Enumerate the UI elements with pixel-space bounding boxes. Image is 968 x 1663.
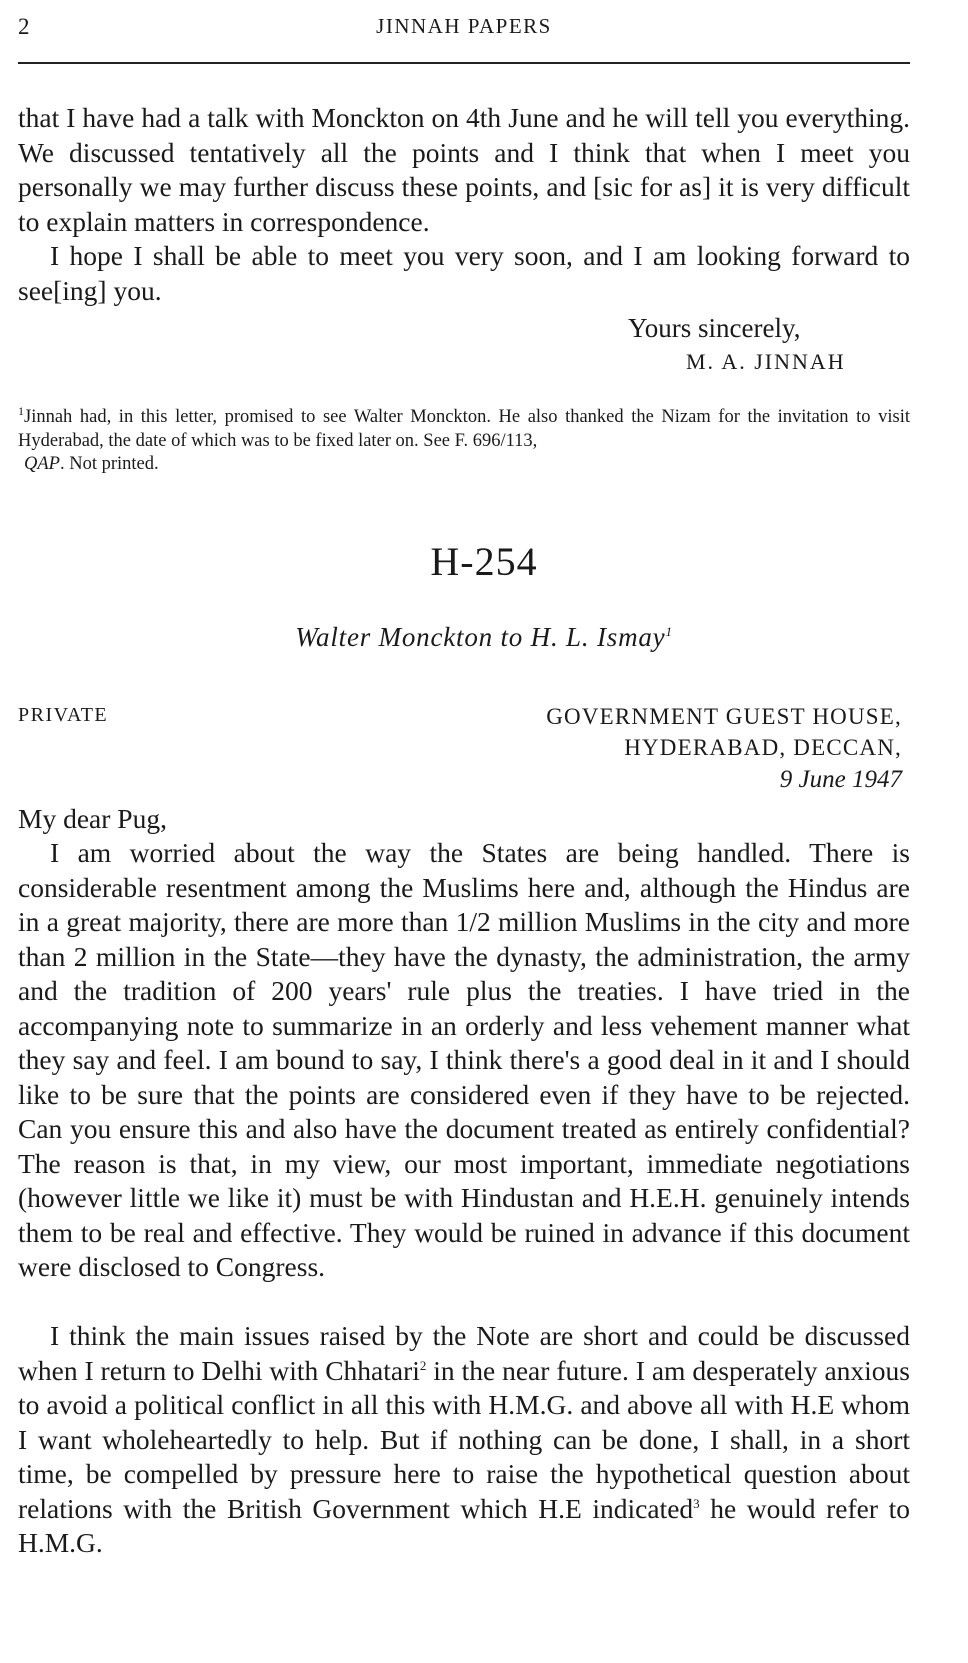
signature: M. A. JINNAH bbox=[686, 349, 846, 374]
footnote-marker: 1 bbox=[18, 403, 24, 418]
salutation: My dear Pug, bbox=[18, 803, 167, 834]
address-line-1: GOVERNMENT GUEST HOUSE, bbox=[546, 704, 902, 729]
footnote-tail: . Not printed. bbox=[59, 454, 159, 474]
footnote-marker-3: 3 bbox=[693, 1495, 700, 1511]
running-head: JINNAH PAPERS bbox=[376, 14, 552, 38]
classification: PRIVATE bbox=[18, 704, 109, 726]
footnote-text: Jinnah had, in this letter, promised to see Walter Monckton. He also thanked the Nizam for the invitation to visit Hyderabad, the date of which was to be fixed later on. See F. 696/113, bbox=[18, 407, 910, 451]
document-subtitle bbox=[0, 622, 968, 653]
page-header bbox=[18, 14, 910, 54]
subtitle-footnote-marker: 1 bbox=[665, 624, 673, 639]
header-rule bbox=[18, 62, 910, 64]
paragraph-2-text-b: in the near future. I am desperately anxious to avoid a political conflict in all this with H.M.G. and above all with H.E whom I want wholeheartedly to help. But if nothing can be done, I shall, in a short time, be compelled by pressure here to raise the hypothetical question about relations with the British Government which H.E indicated bbox=[18, 1354, 910, 1524]
footnote-source: QAP bbox=[24, 454, 60, 474]
paragraph-2-text-c: he would refer to H.M.G. bbox=[18, 1492, 910, 1558]
document-number: H-254 bbox=[430, 539, 538, 584]
prev-letter-paragraph-1: that I have had a talk with Monckton on 4th June and he will tell you everything. We discussed tentatively all the points and I think that when I meet you personally we may further discuss these points, and [sic for as] it is very difficult to explain matters in correspondence. bbox=[18, 102, 910, 237]
footnote-marker-2: 2 bbox=[419, 1357, 427, 1373]
footnote bbox=[18, 403, 910, 477]
address-line-2: HYDERABAD, DECCAN, bbox=[624, 735, 902, 760]
paragraph-2-text-a: I think the main issues raised by the Note are short and could be discussed when I return to Delhi with Chhatari bbox=[18, 1320, 910, 1386]
letter-paragraph-2 bbox=[18, 1319, 910, 1561]
closing: Yours sincerely, bbox=[628, 313, 801, 343]
prev-letter-paragraph-2: I hope I shall be able to meet you very soon, and I am looking forward to see[ing] you. bbox=[18, 240, 910, 306]
subtitle-text: Walter Monckton to H. L. Ismay bbox=[295, 622, 666, 652]
letter-date: 9 June 1947 bbox=[779, 766, 902, 793]
page-number: 2 bbox=[18, 14, 30, 39]
letter-paragraph-1: I am worried about the way the States are being handled. There is considerable resentment among the Muslims here and, although the Hindus are in a great majority, there are more than 1/2 million Muslims in the city and more than 2 million in the State—they have the dynasty, the administration, the army and the tradition of 200 years' rule plus the treaties. I have tried in the accompanying note to summarize in an orderly and less vehement manner what they say and feel. I am bound to say, I think there's a good deal in it and I should like to be sure that the points are considered even if they have to be rejected. Can you ensure this and also have the document treated as entirely confidential? The reason is that, in my view, our most important, immediate negotiations (however little we like it) must be with Hindustan and H.E.H. genuinely intends them to be real and effective. They would be ruined in advance if this document were disclosed to Congress. bbox=[18, 837, 910, 1282]
